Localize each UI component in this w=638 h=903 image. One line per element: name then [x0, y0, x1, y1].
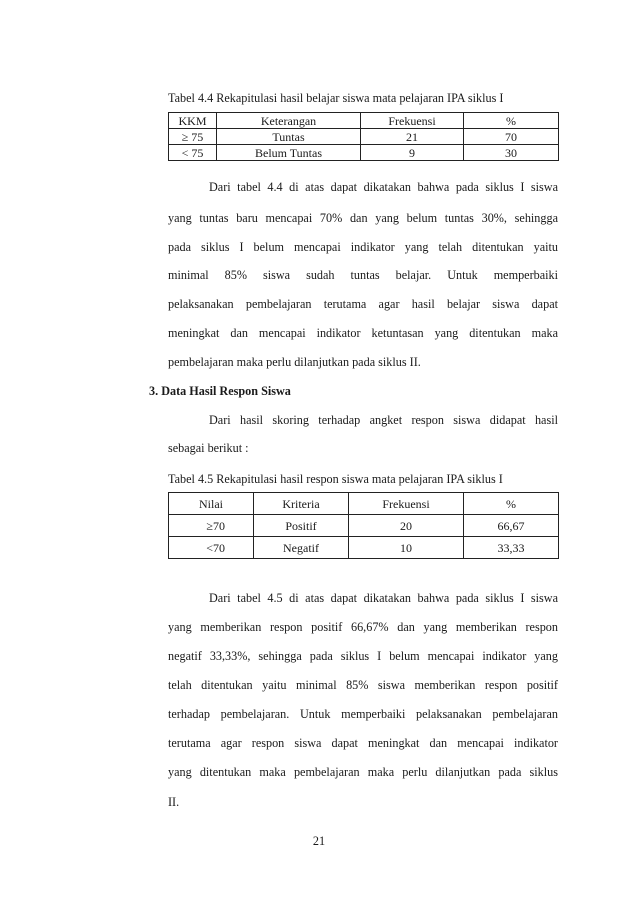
section-heading: 3. Data Hasil Respon Siswa: [149, 384, 291, 398]
table-4-5-caption: Tabel 4.5 Rekapitulasi hasil respon siswa mata pelajaran IPA siklus I: [168, 472, 503, 486]
paragraph-1-line: yang tuntas baru mencapai 70% dan yang belum tuntas 30%, sehingga: [168, 211, 558, 225]
table-row: [169, 145, 559, 161]
page-number: 21: [312, 834, 326, 848]
table-cell: Negatif: [254, 537, 349, 559]
paragraph-2-line: Dari hasil skoring terhadap angket respon siswa didapat hasil: [209, 413, 558, 427]
paragraph-3-line: terhadap pembelajaran. Untuk memperbaiki pelaksanakan pembelajaran: [168, 707, 558, 721]
paragraph-3-line: terutama agar respon siswa dapat meningkat dan mencapai indikator: [168, 736, 558, 750]
table-cell: 20: [349, 515, 464, 537]
header-cell: Nilai: [169, 493, 254, 515]
table-cell: ≥ 75: [169, 129, 217, 145]
header-cell: Keterangan: [217, 113, 361, 129]
paragraph-3-line: II.: [168, 795, 180, 809]
table-cell: 9: [361, 145, 464, 161]
paragraph-1-line: Dari tabel 4.4 di atas dapat dikatakan bahwa pada siklus I siswa: [209, 180, 558, 194]
paragraph-1-line: pada siklus I belum mencapai indikator yang telah ditentukan yaitu: [168, 240, 558, 254]
header-cell: Frekuensi: [349, 493, 464, 515]
table-4-4: [168, 112, 559, 161]
table-cell: Positif: [254, 515, 349, 537]
header-cell: %: [464, 493, 559, 515]
paragraph-1-line: minimal 85% siswa sudah tuntas belajar. Untuk memperbaiki: [168, 268, 558, 282]
paragraph-3-line: yang memberikan respon positif 66,67% dan yang memberikan respon: [168, 620, 558, 634]
table-cell: Belum Tuntas: [217, 145, 361, 161]
header-cell: KKM: [169, 113, 217, 129]
paragraph-2-line: sebagai berikut :: [168, 441, 249, 455]
table-row: [169, 129, 559, 145]
table-cell: 70: [464, 129, 559, 145]
table-cell: 30: [464, 145, 559, 161]
table-row: [169, 515, 559, 537]
table-header-row: [169, 493, 559, 515]
header-cell: Frekuensi: [361, 113, 464, 129]
table-cell: Tuntas: [217, 129, 361, 145]
table-cell: 10: [349, 537, 464, 559]
paragraph-3-line: negatif 33,33%, sehingga pada siklus I belum mencapai indikator yang: [168, 649, 558, 663]
table-cell: 33,33: [464, 537, 559, 559]
header-cell: %: [464, 113, 559, 129]
header-cell: Kriteria: [254, 493, 349, 515]
paragraph-1-line: pembelajaran maka perlu dilanjutkan pada siklus II.: [168, 355, 421, 369]
table-cell: < 75: [169, 145, 217, 161]
paragraph-3-line: yang ditentukan maka pembelajaran maka perlu dilanjutkan pada siklus: [168, 765, 558, 779]
table-cell: ≥70: [169, 515, 254, 537]
table-header-row: [169, 113, 559, 129]
table-cell: <70: [169, 537, 254, 559]
table-cell: 21: [361, 129, 464, 145]
table-cell: 66,67: [464, 515, 559, 537]
table-row: [169, 537, 559, 559]
paragraph-3-line: Dari tabel 4.5 di atas dapat dikatakan bahwa pada siklus I siswa: [209, 591, 558, 605]
paragraph-3-line: telah ditentukan yaitu minimal 85% siswa memberikan respon positif: [168, 678, 558, 692]
table-4-4-caption: Tabel 4.4 Rekapitulasi hasil belajar siswa mata pelajaran IPA siklus I: [168, 91, 504, 105]
paragraph-1-line: meningkat dan mencapai indikator ketuntasan yang ditentukan maka: [168, 326, 558, 340]
paragraph-1-line: pelaksanakan pembelajaran terutama agar hasil belajar siswa dapat: [168, 297, 558, 311]
table-4-5: [168, 492, 559, 559]
